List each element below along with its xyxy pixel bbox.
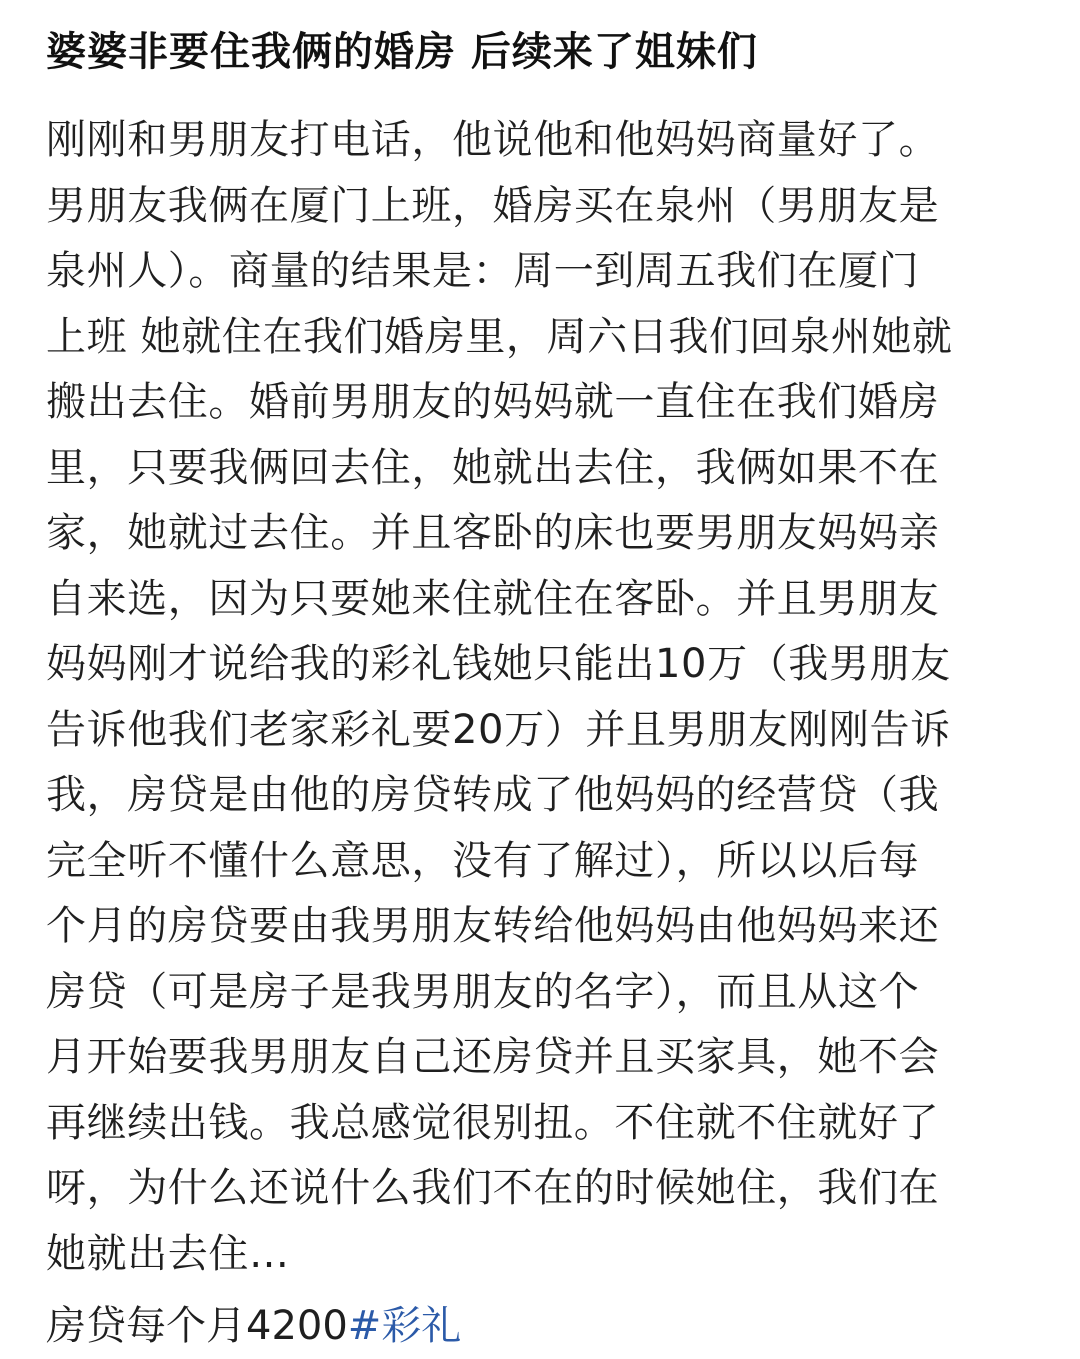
body-line: 月开始要我男朋友自己还房贷并且买家具，她不会 bbox=[46, 1034, 940, 1080]
body-line: 家，她就过去住。并且客卧的床也要男朋友妈妈亲 bbox=[46, 510, 940, 556]
body-line: 完全听不懂什么意思，没有了解过），所以以后每 bbox=[46, 837, 920, 884]
body-line: 她就出去住… bbox=[46, 1230, 290, 1277]
body-line: 泉州人）。商量的结果是：周一到周五我们在厦门 bbox=[46, 248, 920, 294]
body-line: 呀，为什么还说什么我们不在的时候她住，我们在 bbox=[46, 1165, 940, 1211]
body-line: 刚刚和男朋友打电话，他说他和他妈妈商量好了。 bbox=[46, 117, 940, 163]
post-body bbox=[46, 108, 1034, 1287]
body-line: 我，房贷是由他的房贷转成了他妈妈的经营贷（我 bbox=[46, 772, 940, 818]
body-line: 男朋友我俩在厦门上班，婚房买在泉州（男朋友是 bbox=[46, 182, 940, 229]
body-line: 妈妈刚才说给我的彩礼钱她只能出10万（我男朋友 bbox=[46, 641, 951, 687]
post-title: 婆婆非要住我俩的婚房 后续来了姐妹们 bbox=[46, 29, 758, 75]
body-line: 上班 她就住在我们婚房里，周六日我们回泉州她就 bbox=[46, 313, 953, 360]
footer-text: 房贷每个月4200 bbox=[46, 1303, 348, 1349]
body-line: 个月的房贷要由我男朋友转给他妈妈由他妈妈来还 bbox=[46, 903, 940, 949]
body-line: 里，只要我俩回去住，她就出去住，我俩如果不在 bbox=[46, 444, 940, 491]
body-line: 再继续出钱。我总感觉很别扭。不住就不住就好了 bbox=[46, 1099, 940, 1146]
body-line: 自来选，因为只要她来住就住在客卧。并且男朋友 bbox=[46, 575, 940, 622]
body-line: 告诉他我们老家彩礼要20万）并且男朋友刚刚告诉 bbox=[46, 706, 951, 753]
hashtag-link[interactable]: #彩礼 bbox=[347, 1303, 462, 1349]
post-footer bbox=[46, 1293, 1034, 1359]
body-line: 搬出去住。婚前男朋友的妈妈就一直住在我们婚房 bbox=[46, 379, 940, 425]
body-line: 房贷（可是房子是我男朋友的名字），而且从这个 bbox=[46, 968, 920, 1015]
